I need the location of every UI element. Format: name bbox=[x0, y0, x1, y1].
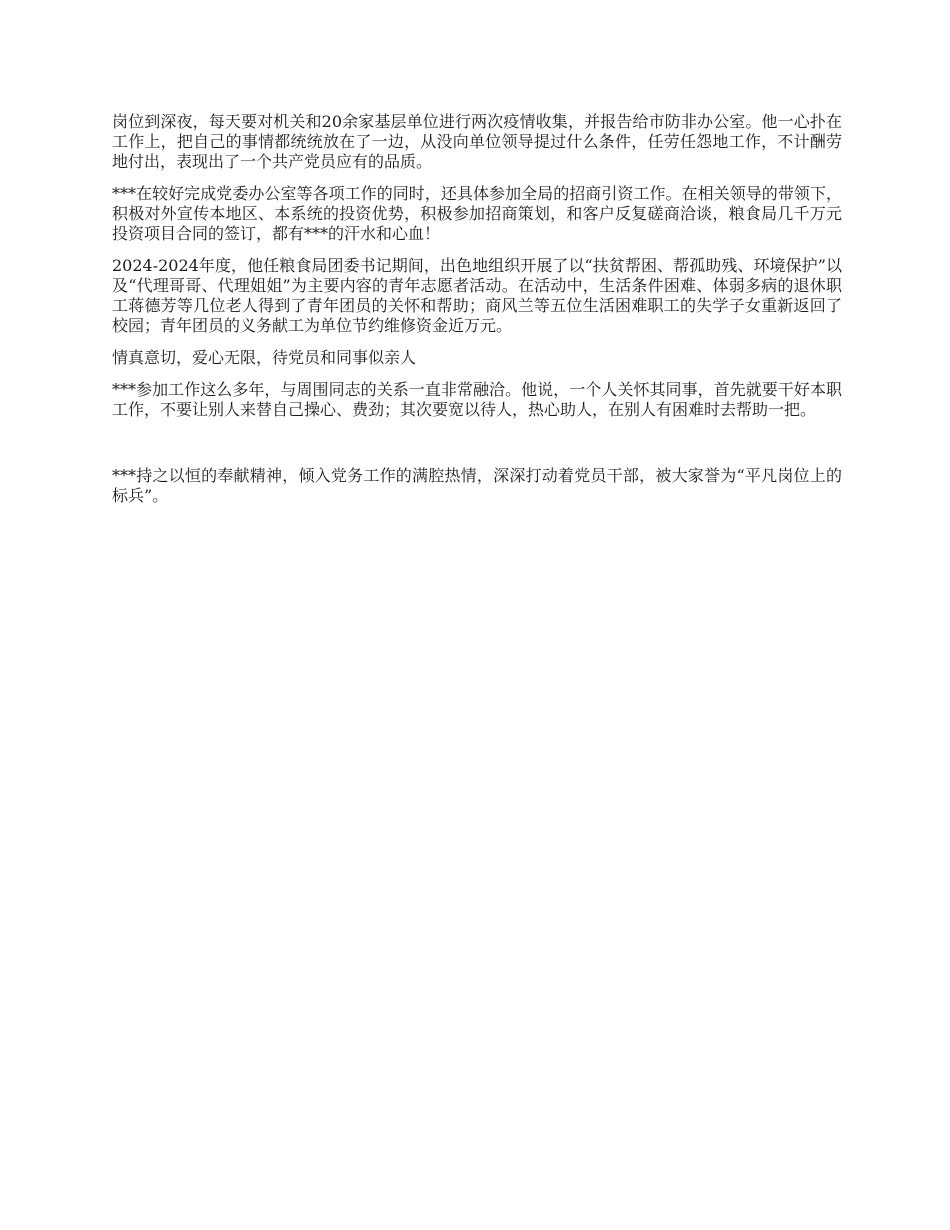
paragraph-investment-work: ***在较好完成党委办公室等各项工作的同时，还具体参加全局的招商引资工作。在相关领导的带领下，积极对外宣传本地区、本系统的投资优势，积极参加招商策划，和客户反复磋商洽谈，粮食局几千万元投资项目合同的签订，都有***的汗水和心血！ bbox=[112, 184, 842, 243]
paragraph-colleague-relations: ***参加工作这么多年，与周围同志的关系一直非常融洽。他说，一个人关怀其同事，首先就要干好本职工作，不要让别人来替自己操心、费劲；其次要宽以待人，热心助人，在别人有困难时去帮助一把。 bbox=[112, 380, 842, 419]
document-body bbox=[112, 112, 842, 518]
paragraph-conclusion: ***持之以恒的奉献精神，倾入党务工作的满腔热情，深深打动着党员干部，被大家誉为“平凡岗位上的标兵”。 bbox=[112, 466, 842, 505]
paragraph-youth-volunteer: 2024-2024年度，他任粮食局团委书记期间，出色地组织开展了以“扶贫帮困、帮孤助残、环境保护”以及“代理哥哥、代理姐姐”为主要内容的青年志愿者活动。在活动中，生活条件困难、体弱多病的退休职工蒋德芳等几位老人得到了青年团员的关怀和帮助；商风兰等五位生活困难职工的失学子女重新返回了校园；青年团员的义务献工为单位节约维修资金近万元。 bbox=[112, 256, 842, 335]
section-heading: 情真意切，爱心无限，待党员和同事似亲人 bbox=[112, 348, 417, 367]
paragraph-epidemic-duty: 岗位到深夜，每天要对机关和20余家基层单位进行两次疫情收集，并报告给市防非办公室。他一心扑在工作上，把自己的事情都统统放在了一边，从没向单位领导提过什么条件，任劳任怨地工作，不计酬劳地付出，表现出了一个共产党员应有的品质。 bbox=[112, 112, 842, 171]
